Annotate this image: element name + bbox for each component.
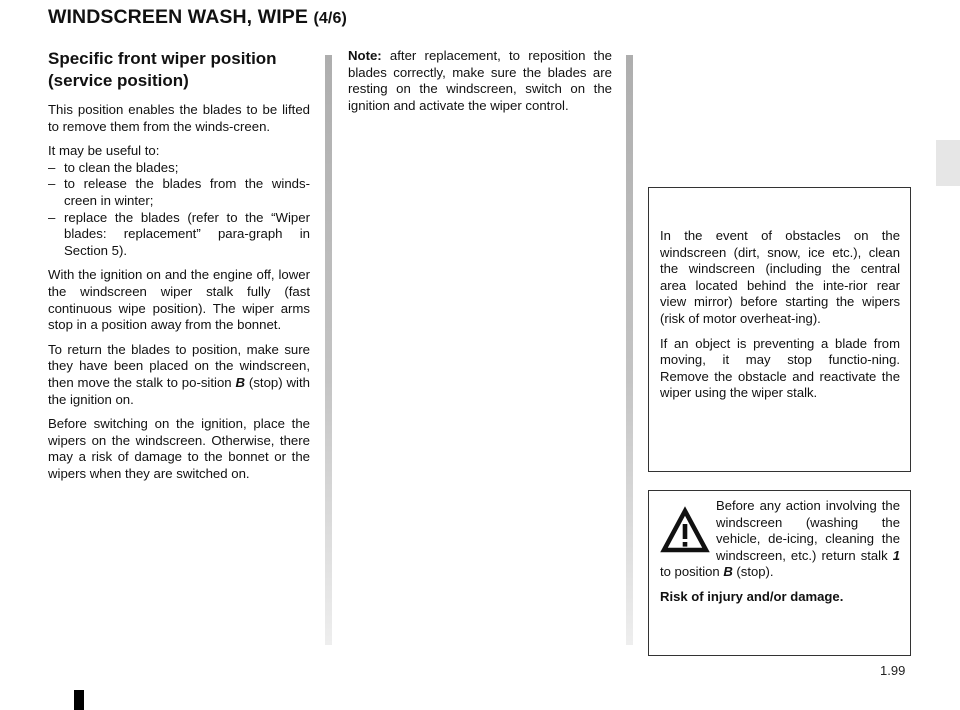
obstacle-paragraph: In the event of obstacles on the windscreen (dirt, snow, ice etc.), clean the windscreen (including the central area located behind the inte-rior rear view mirror) before starting the wipers (risk of motor overheat-ing). — [660, 228, 900, 326]
intro-paragraph: This position enables the blades to be lifted to remove them from the winds-creen. — [48, 102, 310, 134]
corner-mark — [74, 690, 84, 710]
caution-paragraph: Before switching on the ignition, place the wipers on the windscreen. Otherwise, there may a risk of damage to the bonnet or the wipers when they are switched on. — [48, 416, 310, 481]
list-item: – to clean the blades; — [48, 160, 310, 177]
note-paragraph: Note: after replacement, to reposition the blades correctly, make sure the blades are resting on the windscreen, switch on the ignition and activate the wiper control. — [348, 48, 612, 113]
position-b-label: B — [723, 564, 733, 580]
stalk-number: 1 — [892, 547, 900, 563]
page-title — [48, 6, 347, 29]
list-item: – to release the blades from the winds-creen in winter; — [48, 176, 310, 209]
warning-text: Before any action involving the windscreen (washing the vehicle, de-icing, cleaning the windscreen, etc.) return stalk 1 to position B (stop). — [660, 498, 900, 580]
blocked-blade-paragraph: If an object is preventing a blade from moving, it may stop functio-ning. Remove the obstacle and reactivate the wiper using the wiper stalk. — [660, 335, 900, 401]
left-column — [48, 48, 310, 490]
page-title-text: WINDSCREEN WASH, WIPE — [48, 6, 308, 28]
risk-statement: Risk of injury and/or damage. — [660, 588, 844, 604]
obstacle-info-box — [648, 187, 911, 472]
page-part-indicator: (4/6) — [313, 10, 347, 27]
column-divider-right — [626, 55, 633, 645]
warning-box — [648, 490, 911, 656]
uses-intro: It may be useful to: — [48, 143, 160, 159]
position-b-label: B — [235, 374, 246, 390]
warning-triangle-icon — [660, 506, 710, 556]
section-heading: Specific front wiper position (service position) — [48, 49, 277, 90]
service-position-paragraph: With the ignition on and the engine off, lower the windscreen wiper stalk fully (fast continuous wipe position). The wiper arms stop in a position away from the bonnet. — [48, 267, 310, 333]
column-divider-left — [325, 55, 332, 645]
section-tab — [936, 140, 960, 186]
middle-column — [348, 48, 612, 122]
uses-list — [48, 160, 310, 260]
list-item: – replace the blades (refer to the “Wiper blades: replacement” para-graph in Section 5). — [48, 210, 310, 260]
return-blades-paragraph: To return the blades to position, make sure they have been placed on the windscreen, then move the stalk to po-sition B (stop) with the ignition on. — [48, 341, 310, 407]
note-label: Note: — [348, 48, 382, 63]
page-number: 1.99 — [880, 663, 906, 678]
